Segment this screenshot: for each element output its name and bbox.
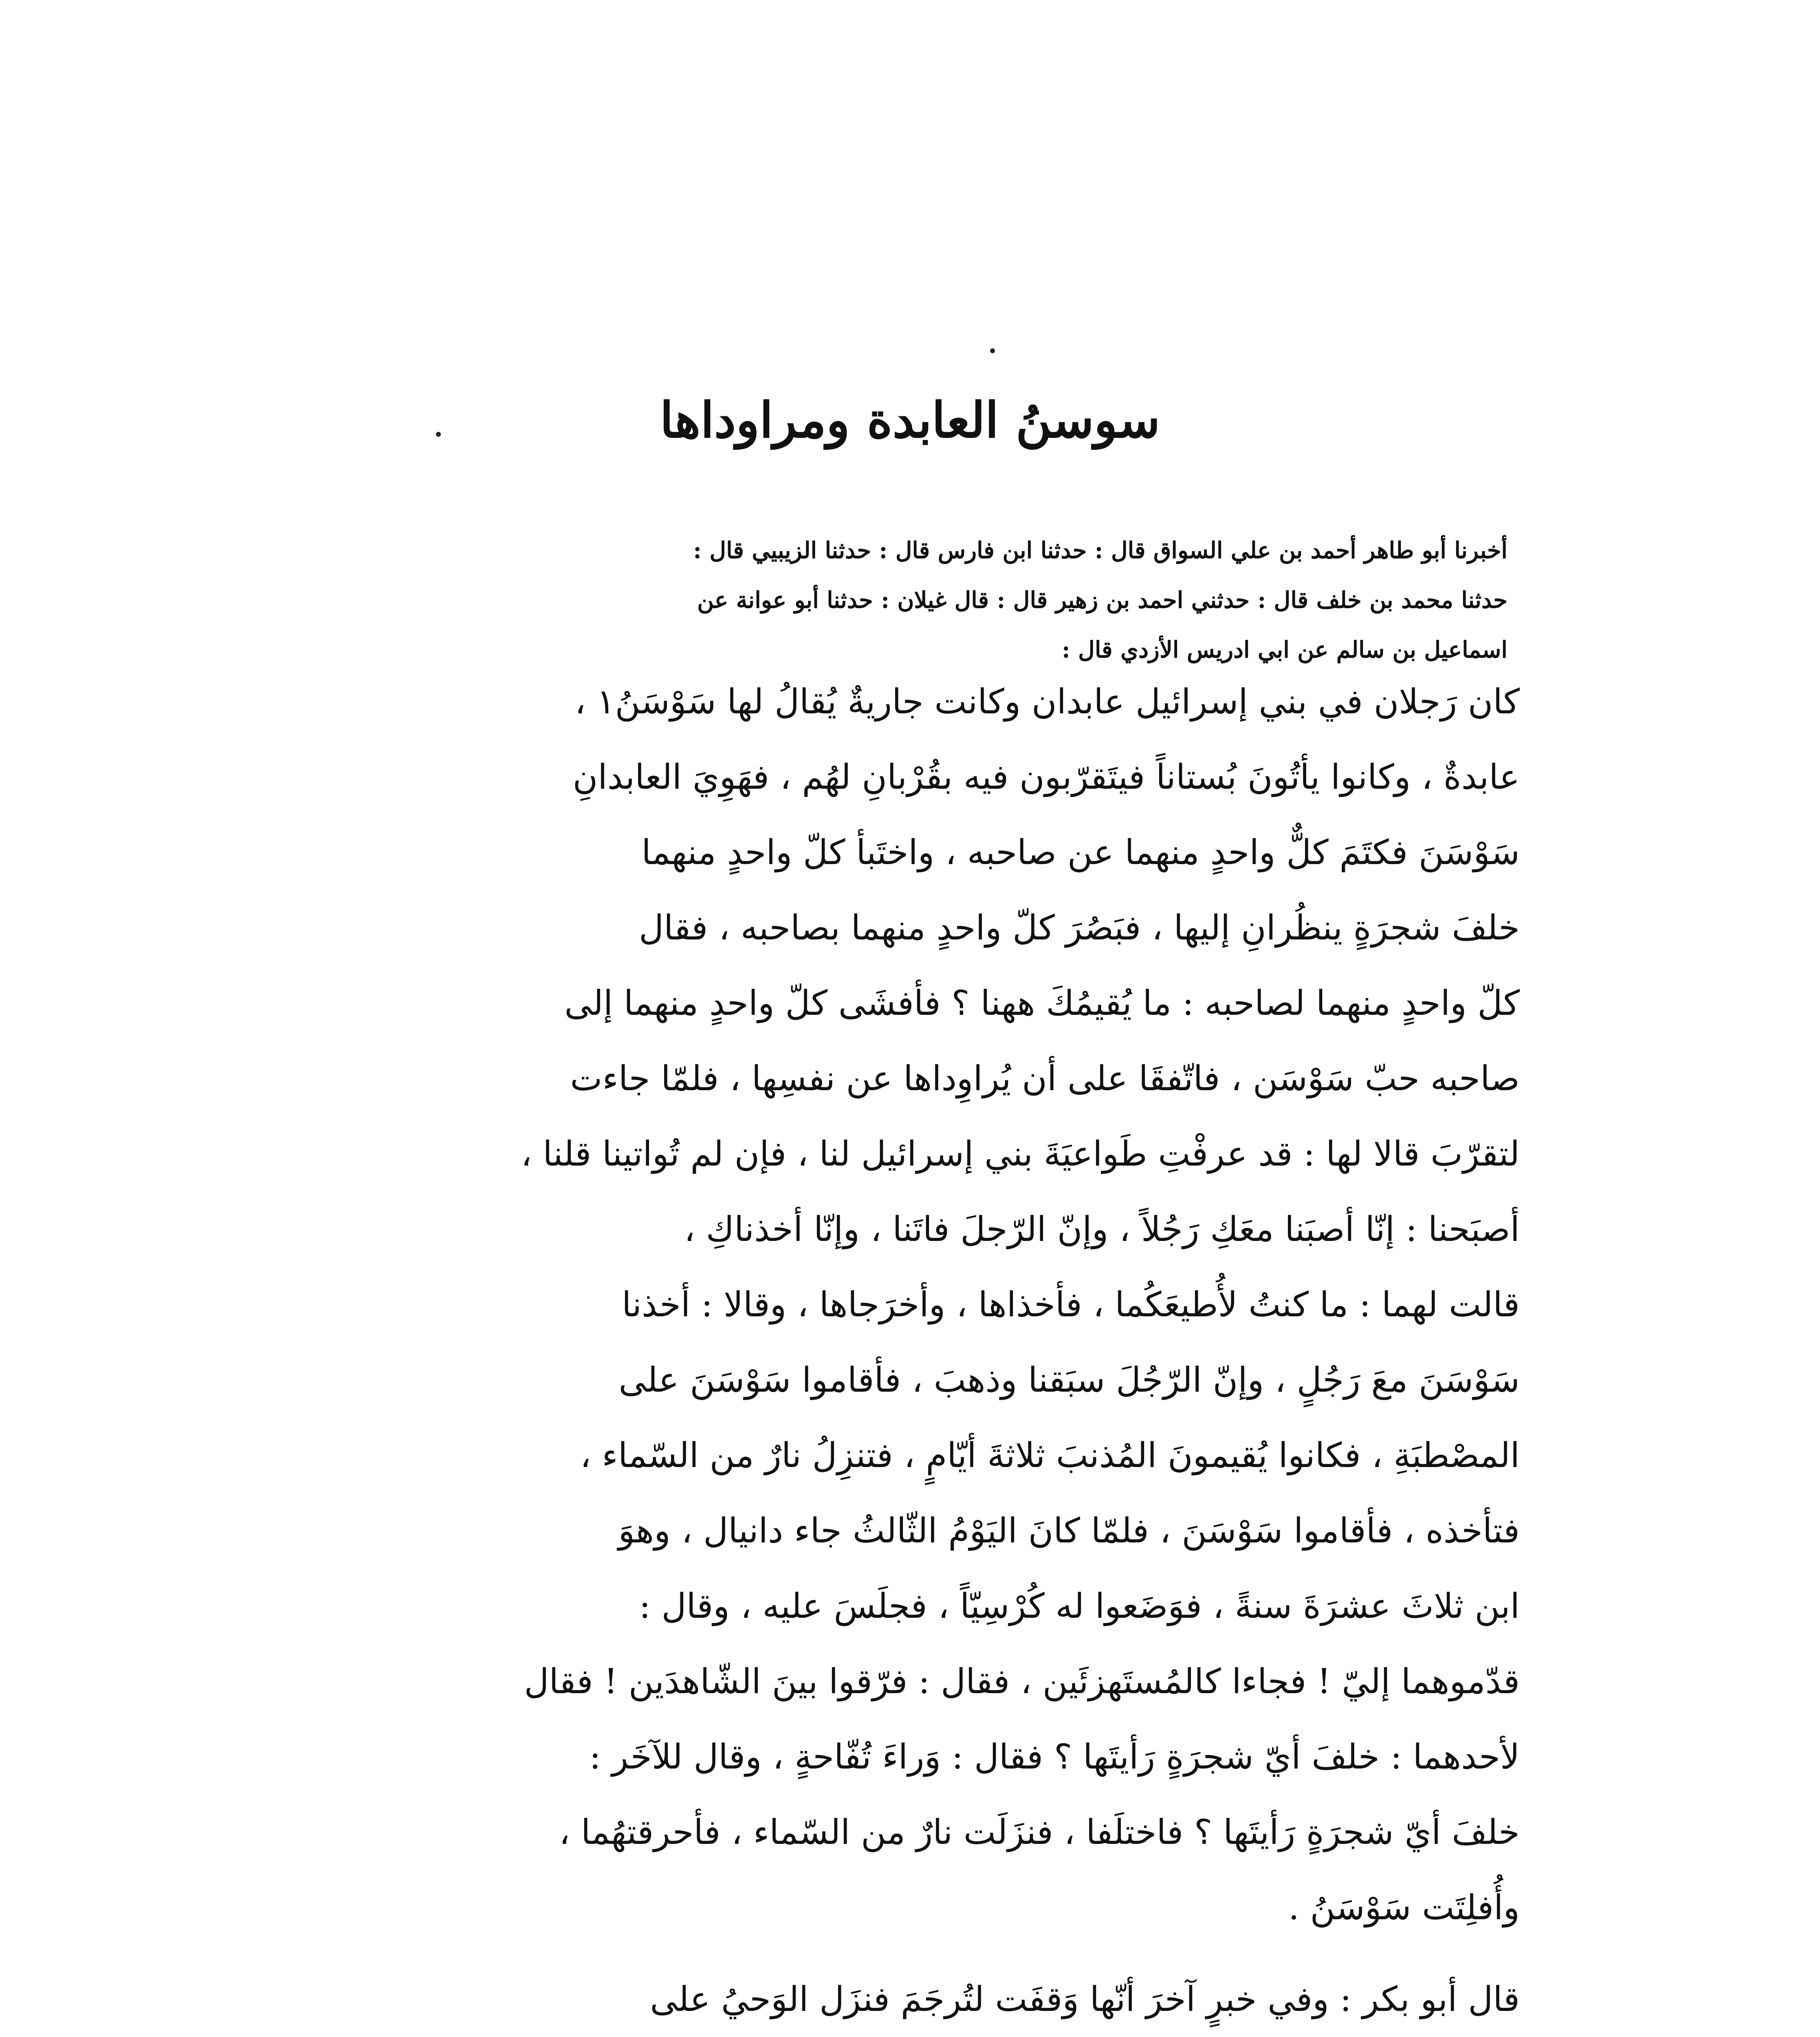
- text-line: أصبَحنا : إنّا أصبَنا معَكِ رَجُلاً ، وإنّ الرّجلَ فاتَنا ، وإنّا أخذناكِ ،: [684, 1209, 1520, 1249]
- text-line: صاحبه حبّ سَوْسَن ، فاتّفقَا على أن يُراوِداها عن نفسِها ، فلمّا جاءت: [570, 1058, 1520, 1098]
- closing-line: قال أبو بكر : وفي خبرٍ آخرَ أنّها وَقفَت لتُرجَمَ فنزَل الوَحيُ على: [650, 1979, 1520, 2019]
- text-line: خلفَ شجرَةٍ ينظُرانِ إليها ، فبَصُرَ كلّ واحدٍ منهما بصاحبه ، فقال: [638, 908, 1520, 948]
- text-line: لتقرّبَ قالا لها : قد عرفْتِ طَواعيَةَ بني إسرائيل لنا ، فإن لم تُواتينا قلنا ،: [521, 1134, 1520, 1174]
- isnad-chain: [310, 526, 1507, 675]
- text-line: المصْطبَةِ ، فكانوا يُقيمونَ المُذنبَ ثلاثةَ أيّامٍ ، فتنزِلُ نارٌ من السّماء ،: [580, 1435, 1520, 1475]
- isnad-line: أخبرنا أبو طاهر أحمد بن علي السواق قال : حدثنا ابن فارس قال : حدثنا الزيبيي قال :: [693, 537, 1507, 564]
- text-line: خلفَ أيّ شجرَةٍ رَأيتَها ؟ فاختلَفا ، فنزَلَت نارٌ من السّماء ، فأحرقتهُما ،: [559, 1812, 1520, 1852]
- text-line: ابن ثلاثَ عشرَةَ سنةً ، فوَضَعوا له كُرْسِيّاً ، فجلَسَ عليه ، وقال :: [639, 1586, 1520, 1626]
- main-text: [301, 664, 1520, 2037]
- text-line: كان رَجلان في بني إسرائيل عابدان وكانت جاريةٌ يُقالُ لها سَوْسَنُ١ ،: [574, 682, 1520, 722]
- text-line: قالت لهما : ما كنتُ لأُطيعَكُما ، فأخذاها ، وأخرَجاها ، وقالا : أخذنا: [621, 1285, 1520, 1324]
- chapter-title: سوسنُ العابدة ومراوداها: [660, 392, 1160, 449]
- isnad-line: اسماعيل بن سالم عن ابي ادريس الأزدي قال :: [1061, 636, 1507, 663]
- text-line: قدّموهما إليّ ! فجاءا كالمُستَهزئَين ، فقال : فرّقوا بينَ الشّاهدَين ! فقال: [524, 1661, 1520, 1701]
- text-line: سَوْسَنَ فكتَمَ كلٌّ واحدٍ منهما عن صاحبه ، واختَبأ كلّ واحدٍ منهما: [641, 832, 1520, 872]
- text-line: لأحدهما : خلفَ أيّ شجرَةٍ رَأيتَها ؟ فقال : وَراءَ تُفّاحةٍ ، وقال للآخَر :: [589, 1737, 1520, 1777]
- text-line: كلّ واحدٍ منهما لصاحبه : ما يُقيمُكَ ههنا ؟ فأفشَى كلّ واحدٍ منهما إلى: [564, 983, 1520, 1023]
- isnad-line: حدثنا محمد بن خلف قال : حدثني احمد بن زهير قال : قال غيلان : حدثنا أبو عوانة عن: [697, 587, 1507, 614]
- text-line: فتأخذه ، فأقاموا سَوْسَنَ ، فلمّا كانَ اليَوْمُ الثّالثُ جاء دانيال ، وهوَ: [618, 1511, 1520, 1551]
- text-line: وأُفلِتَت سَوْسَنُ .: [1288, 1887, 1520, 1927]
- print-speck: [990, 348, 995, 353]
- text-line: سَوْسَنَ معَ رَجُلٍ ، وإنّ الرّجُلَ سبَقنا وذهبَ ، فأقاموا سَوْسَنَ على: [618, 1360, 1520, 1400]
- text-line: عابدةٌ ، وكانوا يأتُونَ بُستاناً فيتَقرّبون فيه بقُرْبانِ لهُم ، فهَوِيَ العابدانِ: [572, 757, 1520, 797]
